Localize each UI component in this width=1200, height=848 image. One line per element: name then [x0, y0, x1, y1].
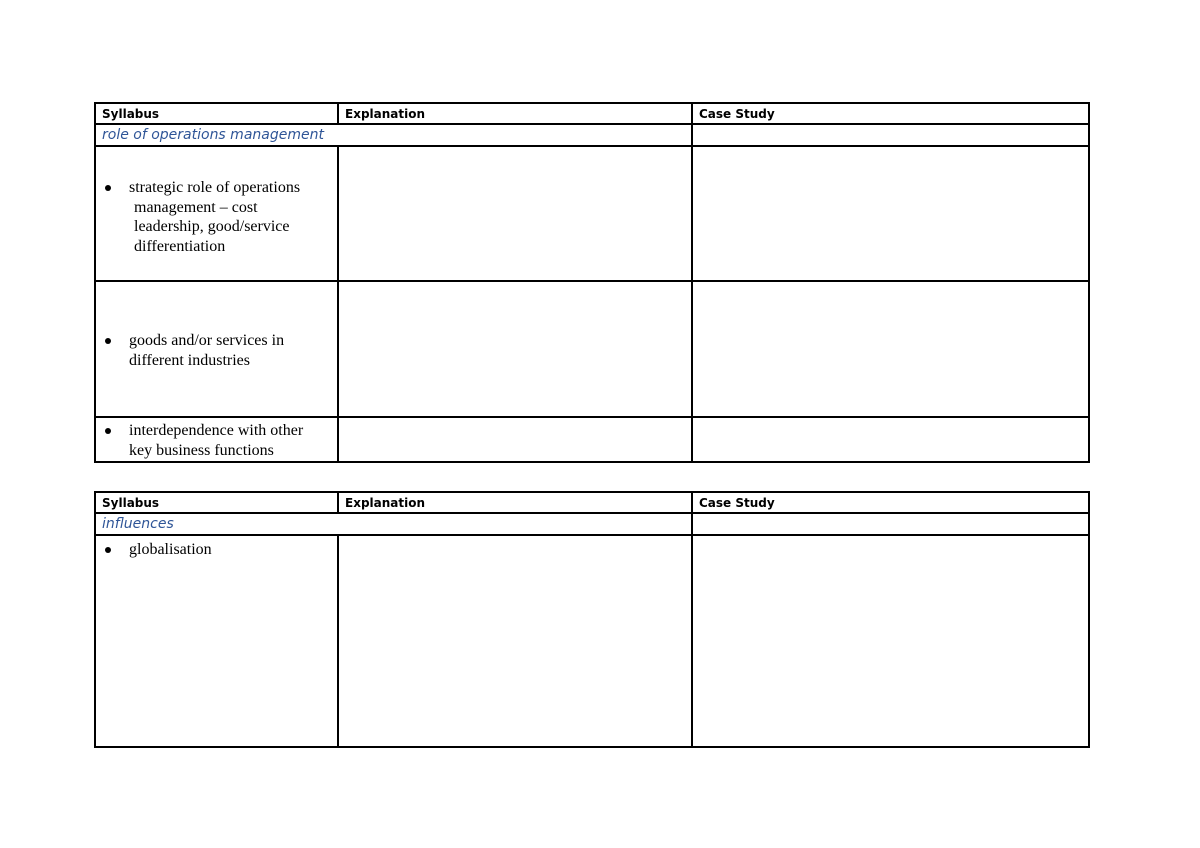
- section-cell: [95, 513, 692, 535]
- section-row: [95, 124, 1089, 146]
- syllabus-line: key business functions: [129, 441, 274, 459]
- list-item: [96, 540, 337, 560]
- syllabus-line: globalisation: [129, 541, 212, 558]
- header-row: [95, 492, 1089, 513]
- section-case-study-cell[interactable]: [692, 513, 1089, 535]
- case-study-cell[interactable]: [692, 535, 1089, 747]
- section-cell: [95, 124, 692, 146]
- syllabus-line: goods and/or services in: [129, 332, 285, 349]
- bullet-icon: [103, 540, 129, 560]
- bullet-icon: [103, 178, 129, 256]
- syllabus-cell: [95, 146, 338, 281]
- syllabus-line: leadership, good/service: [134, 218, 290, 235]
- header-case-study: Case Study: [692, 492, 1089, 513]
- section-title: role of operations management: [102, 127, 324, 143]
- list-item: [96, 331, 337, 370]
- table-row: [95, 281, 1089, 417]
- syllabus-line: different industries: [129, 351, 251, 369]
- header-case-study: Case Study: [692, 103, 1089, 124]
- case-study-cell[interactable]: [692, 146, 1089, 281]
- syllabus-line: management – cost: [134, 198, 258, 216]
- header-syllabus: Syllabus: [95, 492, 338, 513]
- header-explanation: Explanation: [338, 492, 692, 513]
- header-explanation: Explanation: [338, 103, 692, 124]
- bullet-icon: [103, 331, 129, 370]
- header-syllabus: Syllabus: [95, 103, 338, 124]
- table-row: [95, 535, 1089, 747]
- table-row: [95, 417, 1089, 462]
- bullet-icon: [103, 421, 129, 460]
- syllabus-line: interdependence with other: [129, 422, 304, 439]
- syllabus-cell: [95, 417, 338, 462]
- syllabus-cell: [95, 281, 338, 417]
- explanation-cell[interactable]: [338, 146, 692, 281]
- section-title: influences: [102, 516, 174, 532]
- syllabus-table-influences: [94, 491, 1090, 748]
- explanation-cell[interactable]: [338, 535, 692, 747]
- list-item: [96, 178, 337, 256]
- table-row: [95, 146, 1089, 281]
- header-row: [95, 103, 1089, 124]
- section-row: [95, 513, 1089, 535]
- explanation-cell[interactable]: [338, 417, 692, 462]
- list-item: [96, 421, 337, 460]
- syllabus-line: strategic role of operations: [129, 179, 301, 196]
- section-case-study-cell[interactable]: [692, 124, 1089, 146]
- syllabus-table-operations: [94, 102, 1090, 463]
- syllabus-line: differentiation: [134, 237, 226, 255]
- explanation-cell[interactable]: [338, 281, 692, 417]
- case-study-cell[interactable]: [692, 281, 1089, 417]
- case-study-cell[interactable]: [692, 417, 1089, 462]
- syllabus-cell: [95, 535, 338, 747]
